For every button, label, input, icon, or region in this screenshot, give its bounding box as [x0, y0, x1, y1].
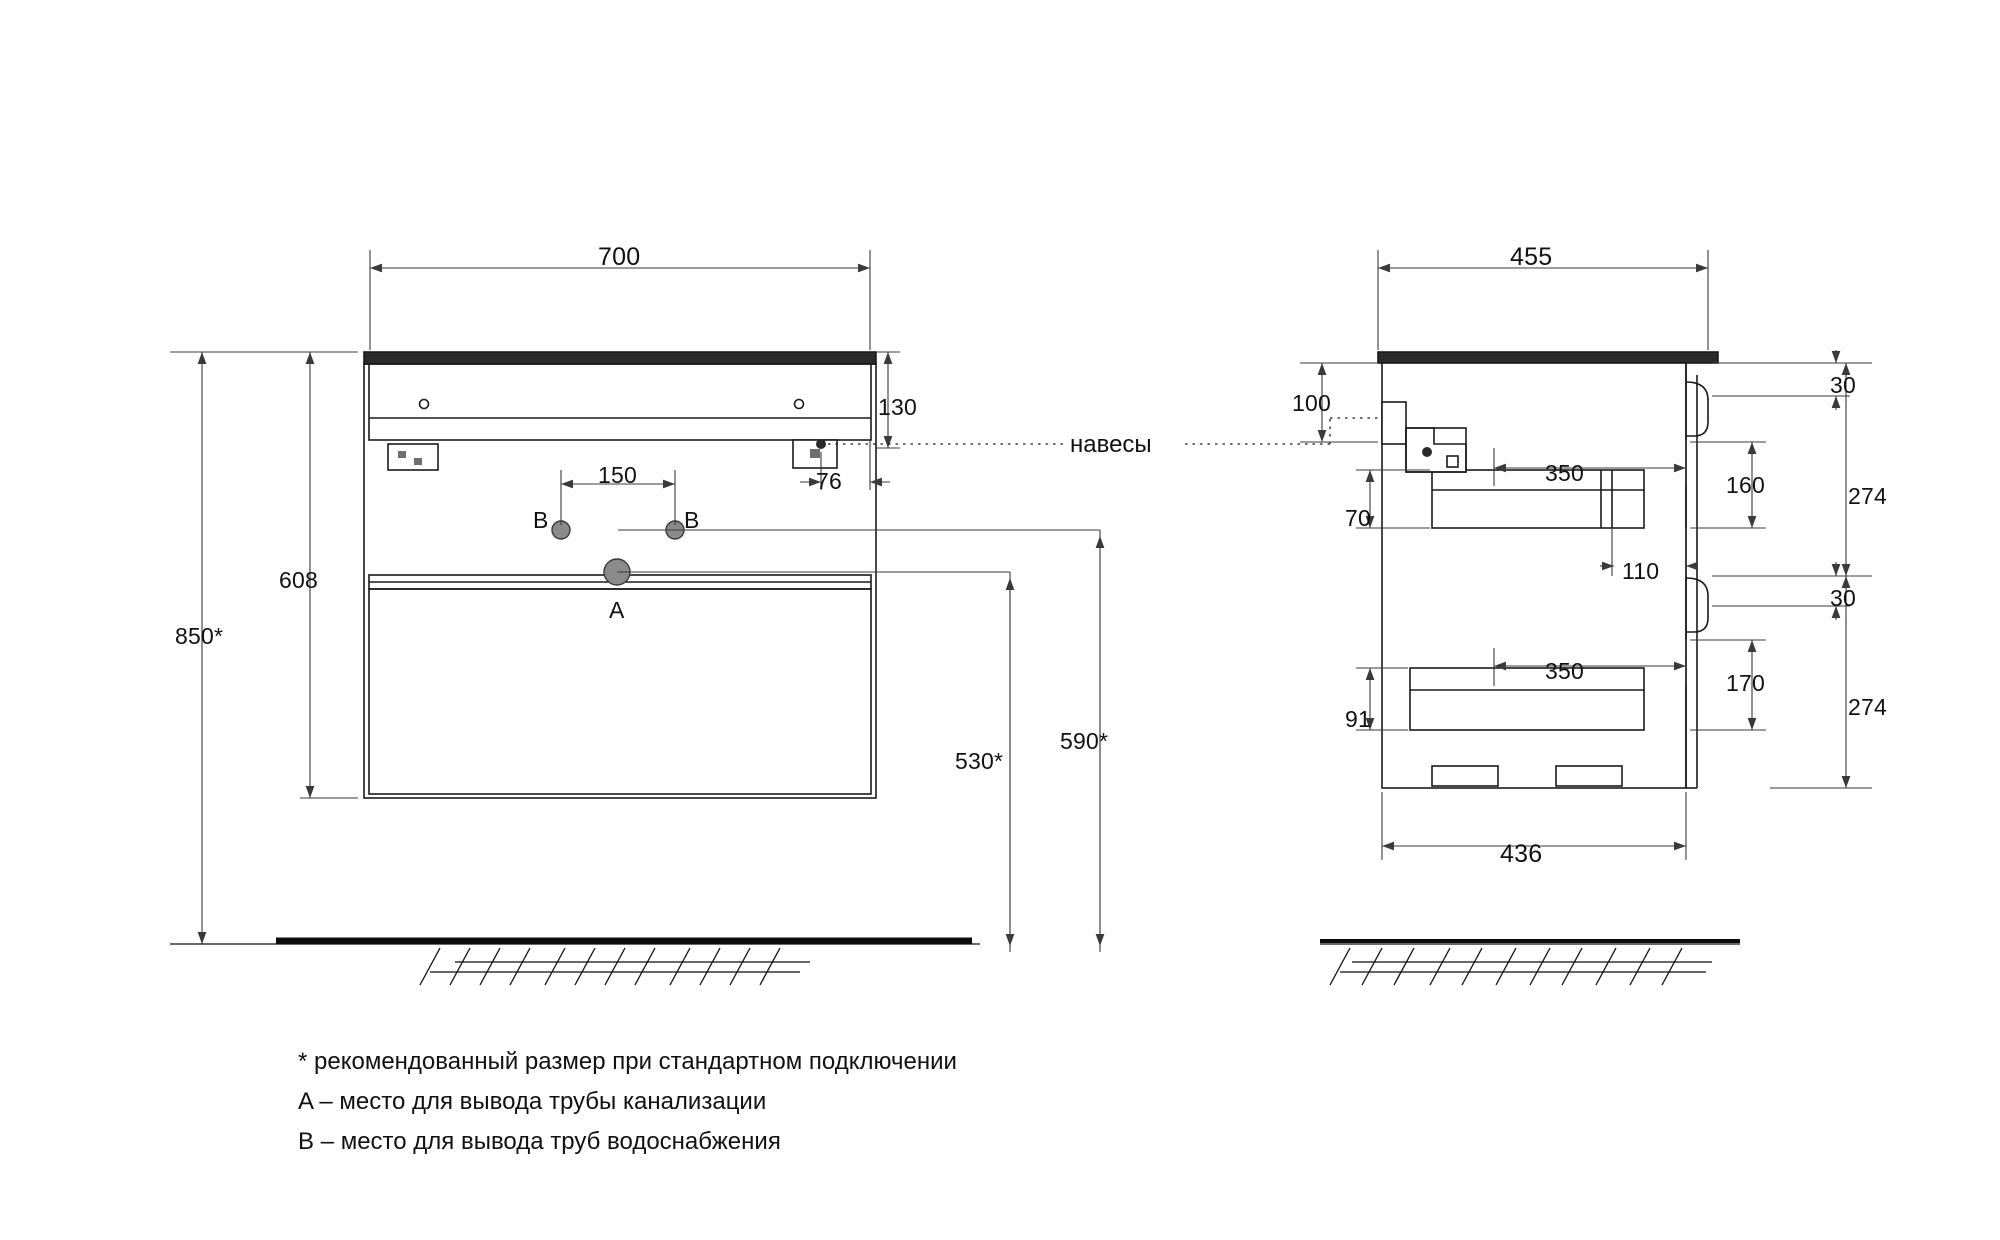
side-view-geometry: [1378, 352, 1718, 788]
side-view-ground: [1320, 941, 1740, 985]
dim-front-overall-height: 850*: [175, 623, 224, 649]
front-view-ground: [170, 941, 980, 985]
dim-side-body-depth: 436: [1500, 840, 1543, 868]
dim-front-cabinet-height: 608: [279, 567, 318, 593]
legend-line-2: A – место для вывода трубы канализации: [298, 1088, 767, 1115]
dim-side-lower-drawer-depth: 350: [1545, 658, 1584, 684]
dim-side-lower-section-height: 274: [1848, 694, 1887, 720]
dim-side-upper-drawer-height: 160: [1726, 472, 1765, 498]
dim-front-top-band: 130: [878, 394, 917, 420]
dim-front-supply-height: 590*: [1060, 728, 1109, 754]
dim-side-top-thickness: 30: [1830, 372, 1856, 398]
legend-line-3: B – место для вывода труб водоснабжения: [298, 1128, 781, 1155]
dim-front-drain-height: 530*: [955, 748, 1004, 774]
dim-side-upper-drawer-depth: 350: [1545, 460, 1584, 486]
dim-side-upper-rail-offset: 110: [1622, 558, 1660, 584]
dim-side-lower-drawer-offset: 91: [1345, 706, 1371, 732]
dim-side-lower-drawer-height: 170: [1726, 670, 1765, 696]
point-label-supply-left: B: [533, 507, 549, 533]
dim-front-hanger-offset: 76: [816, 468, 842, 494]
dim-front-supply-spacing: 150: [598, 462, 637, 488]
dim-side-mid-thickness: 30: [1830, 585, 1856, 611]
point-label-drain: A: [609, 597, 625, 623]
dim-side-top-offset: 100: [1292, 390, 1331, 416]
dim-side-upper-section-height: 274: [1848, 483, 1887, 509]
legend-line-1: * рекомендованный размер при стандартном подключении: [298, 1048, 957, 1075]
dim-front-width: 700: [598, 243, 641, 271]
callout-hangers: навесы: [1070, 431, 1152, 458]
dim-side-depth-total: 455: [1510, 243, 1553, 271]
dim-side-upper-drawer-offset: 70: [1345, 505, 1371, 531]
point-label-supply-right: B: [684, 507, 700, 533]
